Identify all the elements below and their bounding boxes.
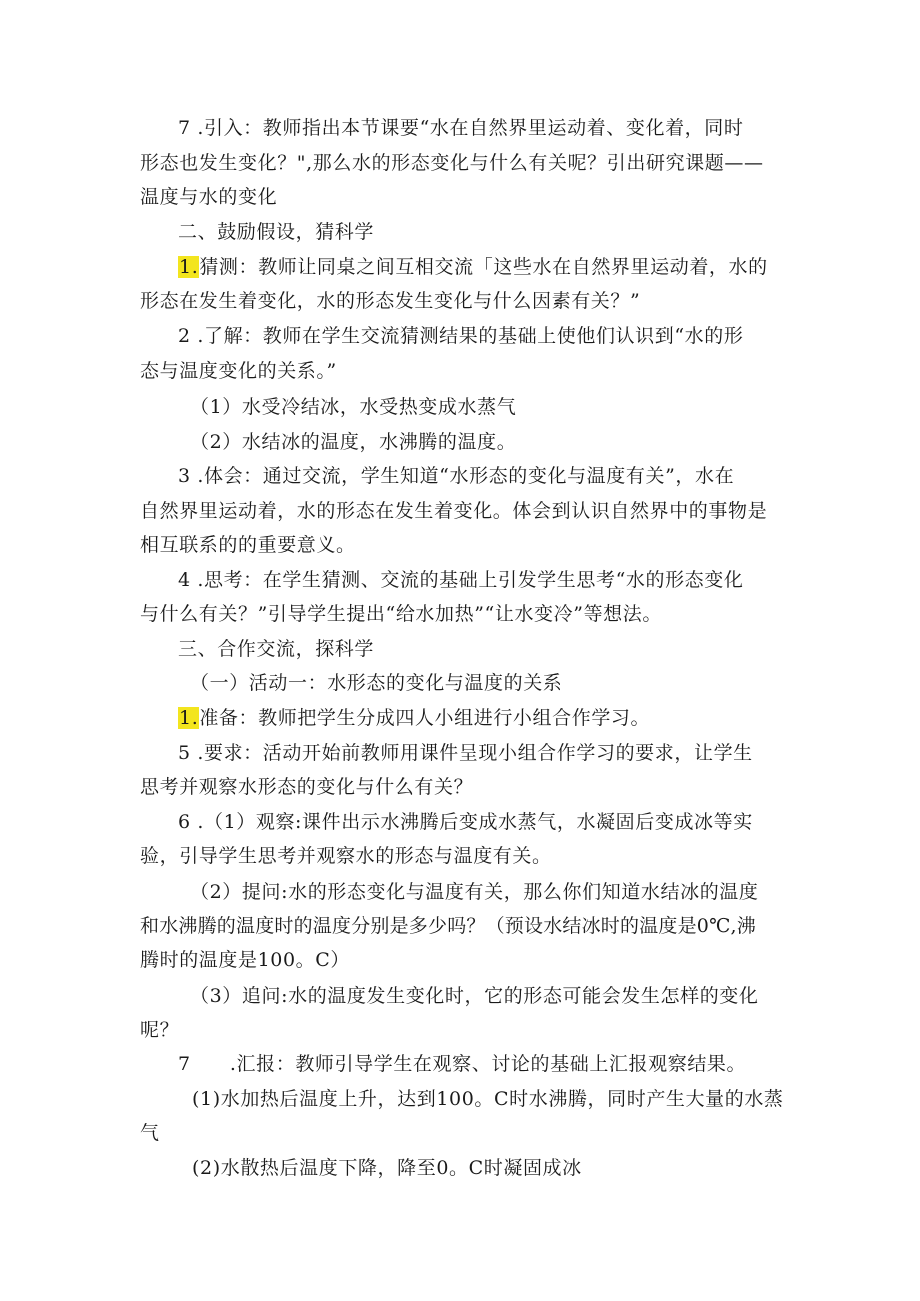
paragraph-line-text: 准备：教师把学生分成四人小组进行小组合作学习。 (199, 707, 651, 729)
paragraph-line: 气 (140, 1122, 160, 1144)
paragraph-line: 2 .了解：教师在学生交流猜测结果的基础上使他们认识到“水的形 (178, 325, 744, 347)
paragraph-line: （3）追问:水的温度发生变化时，它的形态可能会发生怎样的变化 (190, 985, 759, 1007)
paragraph-line: 7 .引入：教师指出本节课要“水在自然界里运动着、变化着，同时 (178, 117, 744, 139)
paragraph-line: 7 .汇报：教师引导学生在观察、讨论的基础上汇报观察结果。 (178, 1053, 747, 1075)
paragraph-line: 腾时的温度是100。C） (140, 949, 351, 971)
subsection-heading: （一）活动一：水形态的变化与温度的关系 (190, 672, 563, 694)
paragraph-line: 形态也发生变化？",那么水的形态变化与什么有关呢？引出研究课题—— (140, 152, 764, 174)
paragraph-line-text: 猜测：教师让同桌之间互相交流「这些水在自然界里运动着，水的 (199, 256, 768, 278)
paragraph-line (178, 705, 650, 731)
paragraph-line: 与什么有关？”引导学生提出“给水加热”“让水变冷”等想法。 (140, 603, 662, 625)
paragraph-line: 思考并观察水形态的变化与什么有关？ (140, 776, 474, 798)
paragraph-line: 和水沸腾的温度时的温度分别是多少吗？（预设水结冰时的温度是0℃,沸 (140, 915, 756, 937)
highlighted-list-marker: 1. (179, 256, 199, 278)
paragraph-line: 6 .（1）观察:课件出示水沸腾后变成水蒸气，水凝固后变成冰等实 (178, 811, 753, 833)
paragraph-line: (2)水散热后温度下降，降至0。C时凝固成冰 (192, 1157, 582, 1179)
paragraph-line: 3 .体会：通过交流，学生知道“水形态的变化与温度有关”，水在 (178, 465, 735, 487)
sub-item: （2）水结冰的温度，水沸腾的温度。 (190, 431, 517, 453)
paragraph-line: 验，引导学生思考并观察水的形态与温度有关。 (140, 845, 552, 867)
section-heading: 二、鼓励假设，猜科学 (178, 221, 375, 243)
highlighted-list-marker: 1. (179, 707, 199, 729)
paragraph-line: 态与温度变化的关系。” (140, 360, 337, 382)
paragraph-line: (1)水加热后温度上升，达到100。C时水沸腾，同时产生大量的水蒸 (192, 1088, 784, 1110)
paragraph-line: 自然界里运动着，水的形态在发生着变化。体会到认识自然界中的事物是 (140, 500, 768, 522)
sub-item: （1）水受冷结冰，水受热变成水蒸气 (190, 396, 517, 418)
paragraph-line: （2）提问:水的形态变化与温度有关，那么你们知道水结冰的温度 (190, 881, 759, 903)
section-heading: 三、合作交流，探科学 (178, 638, 375, 660)
paragraph-line: 4 .思考：在学生猜测、交流的基础上引发学生思考“水的形态变化 (178, 569, 744, 591)
paragraph-line: 5 .要求：活动开始前教师用课件呈现小组合作学习的要求，让学生 (178, 742, 753, 764)
paragraph-line (178, 254, 768, 280)
paragraph-line: 形态在发生着变化，水的形态发生变化与什么因素有关？” (140, 290, 641, 312)
paragraph-line: 相互联系的的重要意义。 (140, 534, 356, 556)
paragraph-line: 呢？ (140, 1019, 180, 1041)
paragraph-line: 温度与水的变化 (140, 186, 278, 208)
